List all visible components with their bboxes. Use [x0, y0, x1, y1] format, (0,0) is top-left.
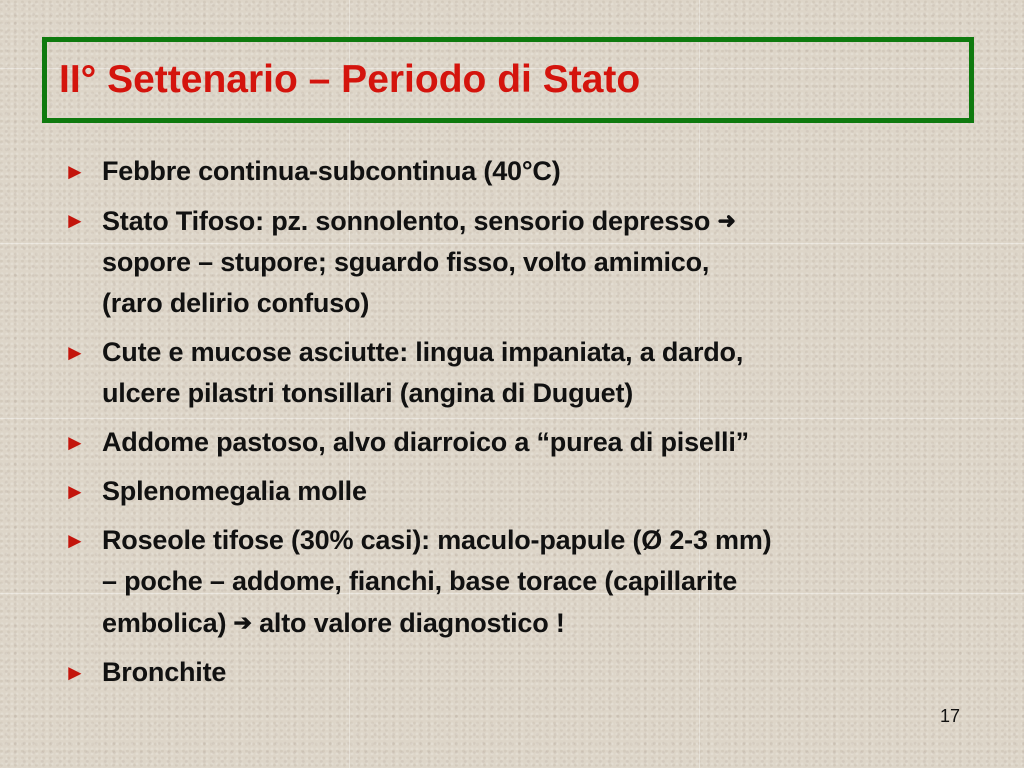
bullet-item: [62, 200, 972, 324]
bullet-text: Cute e mucose asciutte: lingua impaniata, a dardo, ulcere pilastri tonsillari (angina di Duguet): [102, 337, 744, 408]
bullet-arrow-icon: ►: [64, 528, 86, 553]
bullet-text-continuation: sopore – stupore; sguardo fisso, volto amimico, (raro delirio confuso): [102, 247, 710, 318]
bullet-text: Addome pastoso, alvo diarroico a “purea di piselli”: [102, 427, 749, 457]
bullet-arrow-icon: ►: [64, 479, 86, 504]
bullet-arrow-icon: ►: [64, 660, 86, 685]
bullet-arrow-icon: ►: [64, 208, 86, 233]
bullet-item: [62, 422, 972, 463]
bullet-arrow-icon: ►: [64, 340, 86, 365]
page-number: 17: [939, 706, 960, 726]
bullet-text-part: Stato Tifoso: pz. sonnolento, sensorio depresso: [102, 206, 711, 236]
slide-title: II° Settenario – Periodo di Stato: [59, 58, 641, 101]
bullet-text: Bronchite: [102, 657, 227, 687]
bullet-arrow-icon: ►: [64, 159, 86, 184]
bullet-arrow-icon: ►: [64, 430, 86, 455]
bullet-text: Splenomegalia molle: [102, 476, 367, 506]
bullet-text-continuation: alto valore diagnostico !: [251, 608, 565, 638]
right-arrow-icon: ➔: [233, 610, 252, 635]
bullet-text: [102, 200, 736, 324]
bullet-item: [62, 520, 972, 644]
bullet-text-part: Roseole tifose (30% casi): maculo-papule (Ø 2-3 mm) – poche – addome, fianchi, base torace (capillarite embolica): [102, 525, 772, 638]
bullet-item: [62, 471, 972, 512]
bullet-text: Febbre continua-subcontinua (40°C): [102, 156, 561, 186]
title-frame: [42, 37, 974, 123]
bullet-item: [62, 151, 972, 192]
bullet-text: [102, 520, 771, 644]
right-arrow-icon: ➜: [717, 208, 736, 233]
bullet-item: [62, 332, 972, 414]
bullet-item: [62, 652, 972, 693]
bullet-list: [62, 151, 972, 701]
